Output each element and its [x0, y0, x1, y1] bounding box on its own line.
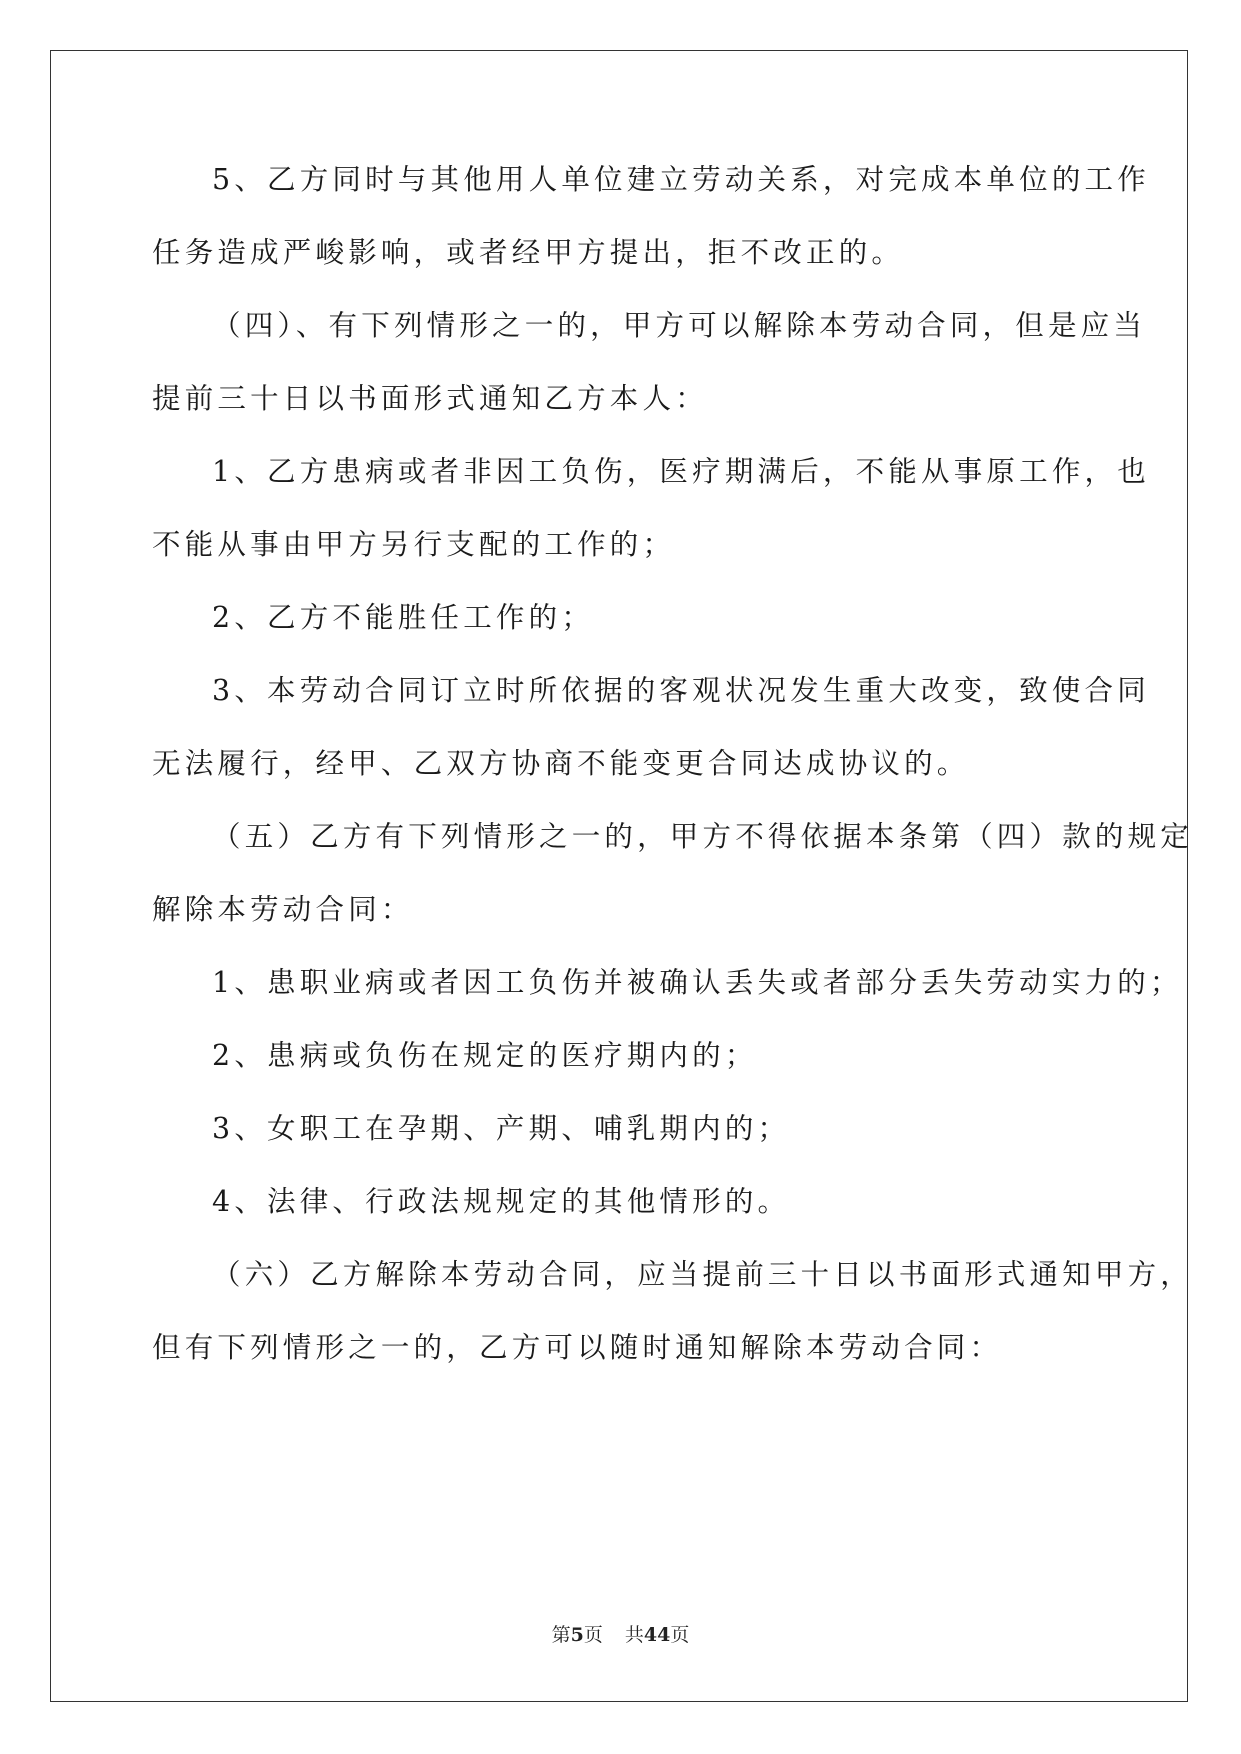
paragraph-line: 2、乙方不能胜任工作的；	[212, 601, 595, 634]
page-number: 5	[570, 1624, 584, 1646]
paragraph-line: 3、本劳动合同订立时所依据的客观状况发生重大改变，致使合同	[212, 674, 1150, 707]
paragraph-line: 但有下列情形之一的，乙方可以随时通知解除本劳动合同：	[152, 1331, 1003, 1364]
paragraph-line: （六）乙方解除本劳动合同，应当提前三十日以书面形式通知甲方，	[212, 1258, 1194, 1291]
paragraph-line: 提前三十日以书面形式通知乙方本人：	[152, 382, 708, 415]
paragraph-line: 解除本劳动合同：	[152, 893, 414, 926]
paragraph-line: 2、患病或负伤在规定的医疗期内的；	[212, 1039, 758, 1072]
total-prefix: 共	[624, 1624, 644, 1646]
total-suffix: 页	[670, 1624, 690, 1646]
paragraph-line: 1、乙方患病或者非因工负伤，医疗期满后，不能从事原工作，也	[212, 455, 1150, 488]
paragraph-line: （五）乙方有下列情形之一的，甲方不得依据本条第（四）款的规定	[212, 820, 1194, 853]
total-pages: 44	[643, 1624, 671, 1646]
paragraph-line: 无法履行，经甲、乙双方协商不能变更合同达成协议的。	[152, 747, 970, 780]
page-border	[50, 50, 1188, 1702]
paragraph-line: 任务造成严峻影响，或者经甲方提出，拒不改正的。	[152, 236, 905, 269]
paragraph-line: （四）、有下列情形之一的，甲方可以解除本劳动合同，但是应当	[212, 309, 1147, 342]
paragraph-line: 3、女职工在孕期、产期、哺乳期内的；	[212, 1112, 791, 1145]
paragraph-line: 不能从事由甲方另行支配的工作的；	[152, 528, 676, 561]
page-footer	[0, 1620, 1241, 1647]
page-prefix: 第	[551, 1624, 571, 1646]
paragraph-line: 4、法律、行政法规规定的其他情形的。	[212, 1185, 791, 1218]
paragraph-line: 1、患职业病或者因工负伤并被确认丢失或者部分丢失劳动实力的；	[212, 966, 1183, 999]
page-suffix: 页	[583, 1624, 603, 1646]
paragraph-line: 5、乙方同时与其他用人单位建立劳动关系，对完成本单位的工作	[212, 163, 1150, 196]
